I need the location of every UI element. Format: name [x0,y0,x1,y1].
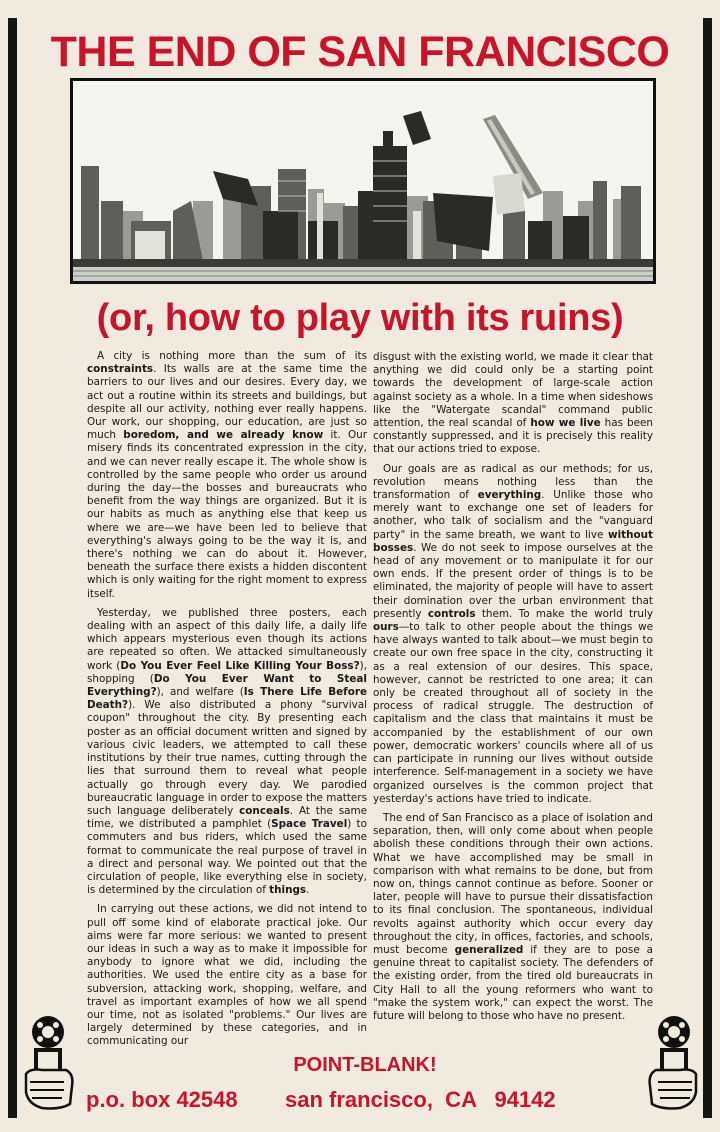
paragraph: Our goals are as radical as our methods; for us, revolution means nothing less than the transformation of everything. Unlike those who merely want to exchange one set of leaders for another, who talk of socialism and the "vanguard party" in the same breath, we want to live without bosses. We do not seek to impose ourselves at the head of any movement or to manipulate it for our own ends. If the present order of things is to be eliminated, the majority of people will have to assert their domination over the urban environment that presently controls them. To make the world truly ours—to talk to other people about the things we have always wanted to talk about—we must begin to create our own free space in the city, constructing it as a real extension of our desires. This space, however, cannot be restricted to one area; it can only be created throughout all of society in the process of radical struggle. The destruction of capitalism and the class that maintains it must be accompanied by the establishment of our own power, democratic workers' councils where all of us can participate in running our lives without outside interference. Self-management in a society we have organized ourselves is the common project that yesterday's actions have tried to indicate. [373,462,654,805]
paragraph: In carrying out these actions, we did not intend to pull off some kind of elaborate practical joke. Our aims were far more serious: we wanted to present our ideas in such a way as to make it impossible for anybody to ignore what we did, including the authorities. We used the entire city as a base for subversion, attacking work, shopping, welfare, and travel as important examples of how we all spend our time, not as isolated "problems." Our lives are largely determined by these categories, and in communicating our [87,903,367,1048]
paragraph: A city is nothing more than the sum of its constraints. Its walls are at the same time the barriers to our lives and our desires. Every day, we act out a routine within its streets and buildings, but despite all our activity, nothing ever really happens. Our work, our shopping, our education, are just so much boredom, and we already know it. Our misery finds its concentrated expression in the city, and we can never really escape it. The whole show is controlled by the same people who order us around during the day—the bosses and bureaucrats who benefit from the way things are organized. But it is our habits as much as anything else that keep us where we are—we have been led to believe that everything's always going to be the way it is, and there's nothing we can do about it. However, beneath the surface there exists a hidden discontent which is only waiting for the right moment to express itself. [87,350,368,600]
subheadline: (or, how to play with its ruins) [96,297,624,339]
article-column-right [373,351,653,1029]
city-state-zip: san francisco, CA 94142 [285,1087,556,1112]
skyline-illustration [73,81,653,281]
paragraph: disgust with the existing world, we made it clear that anything we did could only be a starting point towards the development of large-scale action against society as a whole. In a time when sideshows like the "Watergate scandal" command public attention, the real scandal of how we live has been constantly suppressed, and it is precisely this reality that our actions tried to expose. [373,351,653,456]
skyline-collage-photo [70,78,656,284]
po-box: p.o. box 42548 [86,1087,238,1112]
paragraph: The end of San Francisco as a place of isolation and separation, then, will only come about when people abolish these conditions through their own actions. What we have accomplished may be small in comparison with what remains to be done, but from now on, things cannot continue as before. Sooner or later, people will have to pursue their dissatisfaction to its final conclusion. The spontaneous, individual revolts against authority which occur every day throughout the city, in offices, factories, and schools, must become generalized if they are to pose a genuine threat to capitalist society. The defenders of the existing order, from the tired old bureaucrats in City Hall to all the young reformers who want to "make the system work," can expect the worst. The future will belong to those who have no present. [373,811,653,1022]
revolver-hand-icon [20,1012,76,1112]
article-column-left [87,350,367,1055]
publisher-name: POINT-BLANK! [293,1054,437,1076]
paragraph: Yesterday, we published three posters, each dealing with an aspect of this daily life, a daily life which appears mysterious even though its actions are repeated so often. We attacked simultaneously work (Do You Ever Feel Like Killing Your Boss?), shopping (Do You Ever Want to Steal Everything?), and welfare (Is There Life Before Death?). We also distributed a phony "survival coupon" throughout the city. By presenting each poster as an official document written and signed by various civic leaders, we attempted to call these institutions by their true names, cutting through the lies that surround them to reveal what people actually go through every day. We parodied bureaucratic language in order to expose the matters such language deliberately conceals. At the same time, we distributed a pamphlet (Space Travel) to commuters and bus riders, which used the same format to communicate the real purpose of travel in a direct and personal way. We pointed out that the circulation of people, like everything else in society, is determined by the circulation of things. [87,606,367,897]
revolver-hand-icon [646,1012,702,1112]
headline: THE END OF SAN FRANCISCO [50,28,670,76]
